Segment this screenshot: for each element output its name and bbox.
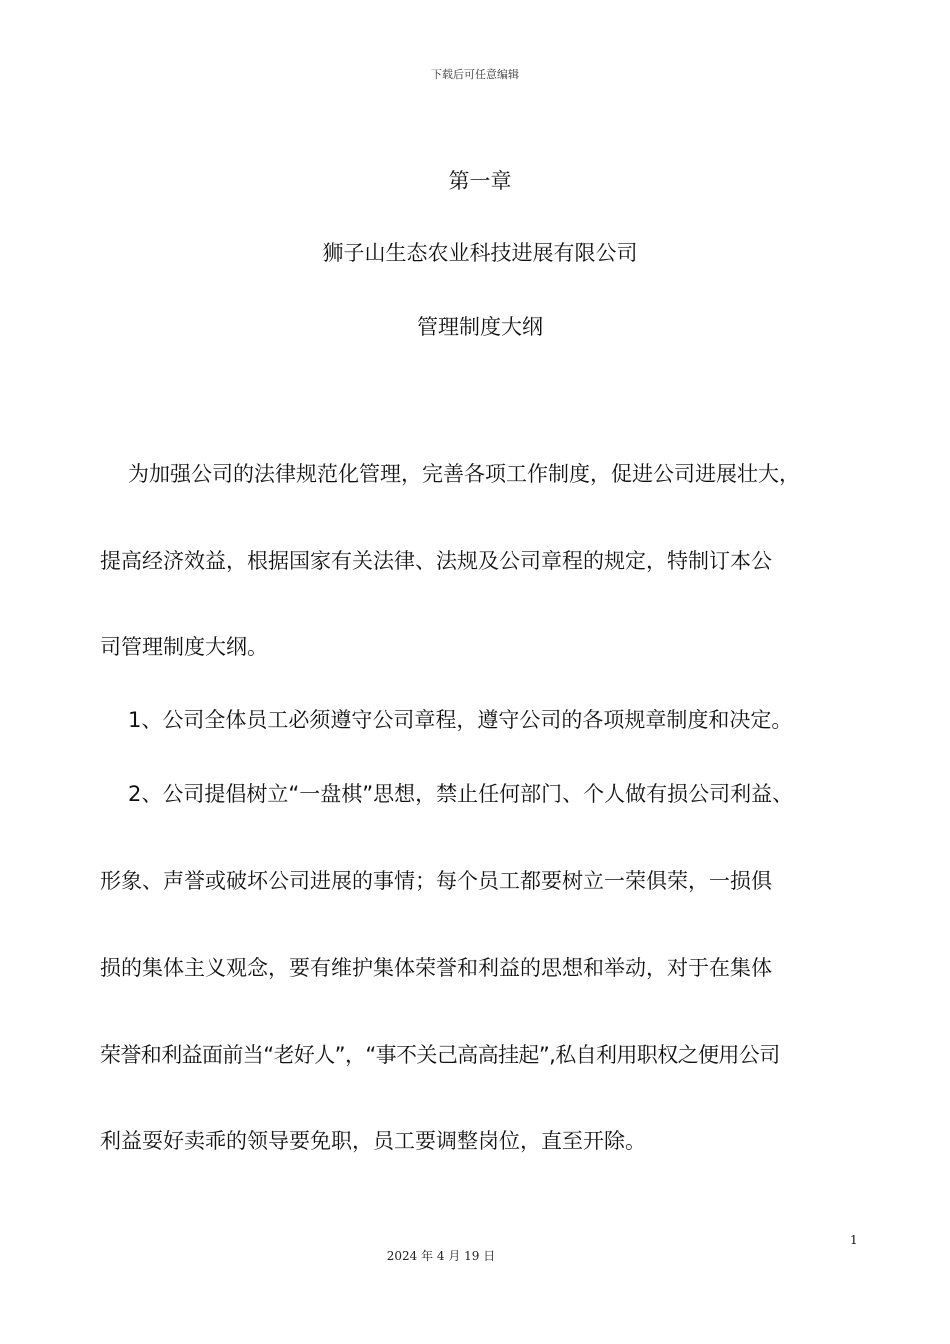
- body-line-5: 2、公司提倡树立“一盘棋”思想，禁止任何部门、个人做有损公司利益、: [128, 782, 794, 806]
- body-line-1: 为加强公司的法律规范化管理，完善各项工作制度，促进公司进展壮大，: [128, 462, 800, 486]
- chapter-heading: 第一章: [448, 169, 512, 193]
- company-name: 狮子山生态农业科技进展有限公司: [322, 241, 638, 265]
- body-line-6: 形象、声誉或破坏公司进展的事情；每个员工都要树立一荣俱荣，一损俱: [100, 869, 772, 893]
- footer-date: 2024 年 4 月 19 日: [386, 1249, 496, 1263]
- body-line-3: 司管理制度大纲。: [100, 635, 268, 659]
- document-title: 管理制度大纲: [417, 315, 543, 339]
- page-number: 1: [850, 1233, 858, 1247]
- body-line-7: 损的集体主义观念，要有维护集体荣誉和利益的思想和举动，对于在集体: [100, 956, 772, 980]
- header-note: 下载后可任意编辑: [431, 68, 519, 81]
- body-line-4: 1、公司全体员工必须遵守公司章程，遵守公司的各项规章制度和决定。: [128, 708, 793, 732]
- body-line-8: 荣誉和利益面前当“老好人”，“事不关己高高挂起”,私自利用职权之便用公司: [100, 1043, 780, 1067]
- body-line-9: 利益耍好卖乖的领导要免职，员工要调整岗位，直至开除。: [100, 1129, 646, 1153]
- body-line-2: 提高经济效益，根据国家有关法律、法规及公司章程的规定，特制订本公: [100, 549, 772, 573]
